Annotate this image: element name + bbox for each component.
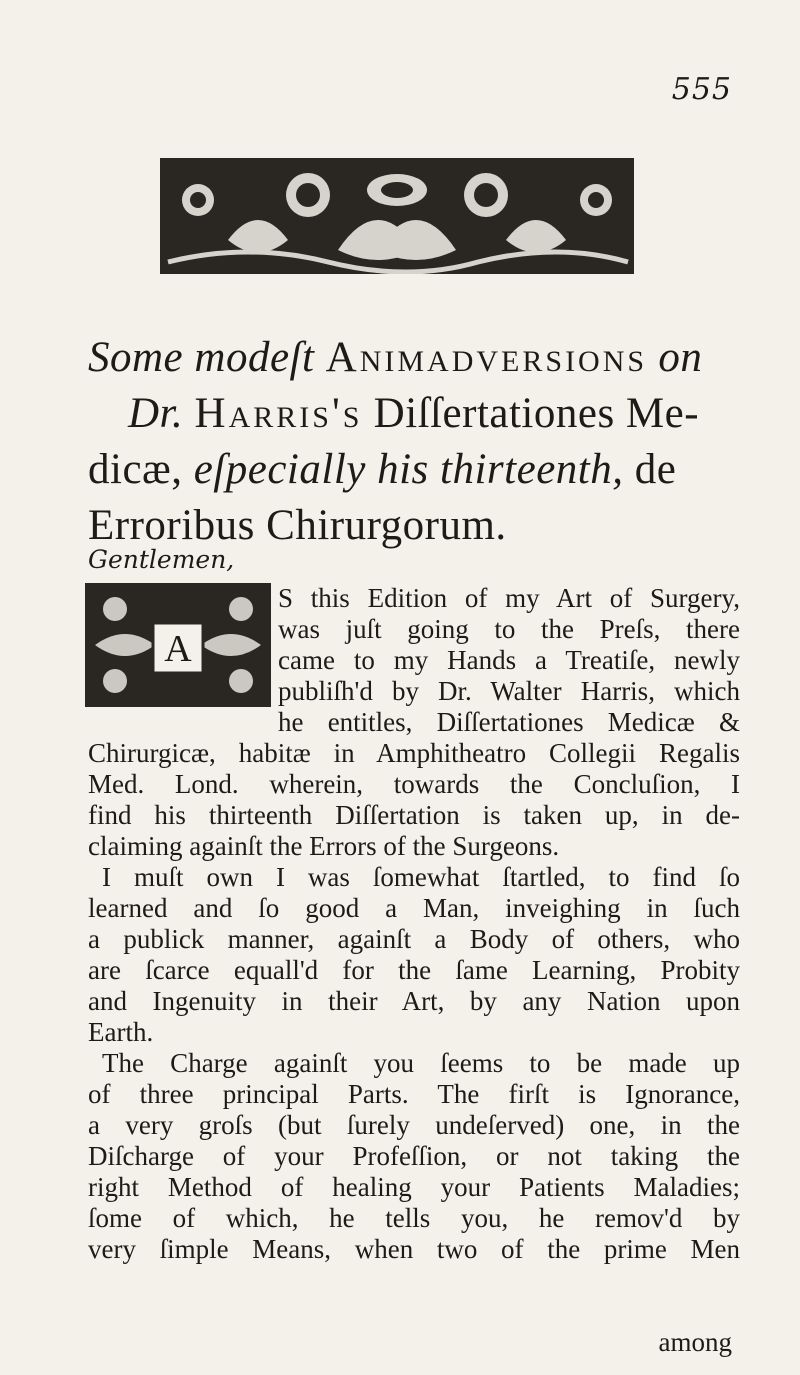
body-line: publiſh'd by Dr. Walter Harris, which (278, 676, 740, 706)
catchword: among (658, 1327, 732, 1357)
title-animadversions: Animadversions (325, 334, 648, 381)
body-line: a publick manner, againſt a Body of others, who (88, 924, 740, 954)
body-line: and Ingenuity in their Art, by any Nation upon (88, 986, 740, 1016)
title-line-4: Erroribus Chirurgorum. (88, 502, 507, 549)
body-line: I muſt own I was ſomewhat ſtartled, to find ſo (102, 862, 740, 892)
body-line: came to my Hands a Treatiſe, newly (278, 645, 740, 675)
title-especially: eſpecially his thirteenth, (193, 446, 624, 493)
body-line: ſome of which, he tells you, he remov'd by (88, 1203, 740, 1233)
title-line-3 (88, 442, 728, 498)
body-line: The Charge againſt you ſeems to be made up (102, 1048, 740, 1078)
body-text (88, 583, 740, 1265)
title-on: on (658, 334, 703, 381)
body-line: of three principal Parts. The firſt is Ignorance, (88, 1079, 740, 1109)
body-line: a very groſs (but ſurely undeſerved) one, in the (88, 1110, 740, 1140)
dropcap-letter: A (164, 628, 192, 670)
essay-title (88, 330, 728, 554)
body-line: find his thirteenth Diſſertation is taken up, in de- (88, 800, 740, 830)
body-line: was juſt going to the Preſs, there (278, 614, 740, 644)
body-line: Chirurgicæ, habitæ in Amphitheatro Collegii Regalis (88, 738, 740, 768)
page-number: 555 (671, 72, 732, 107)
body-line: Diſcharge of your Profeſſion, or not taking the (88, 1141, 740, 1171)
title-de: de (634, 446, 677, 493)
body-line: S this Edition of my Art of Surgery, (278, 583, 740, 613)
body-line: Earth. (88, 1017, 154, 1047)
title-line-1 (88, 330, 728, 386)
body-line: he entitles, Diſſertationes Medicæ & (278, 707, 740, 737)
title-dr: Dr. (128, 390, 184, 437)
salutation: Gentlemen, (88, 545, 235, 574)
body-line: are ſcarce equall'd for the ſame Learning, Probity (88, 955, 740, 985)
decorative-headpiece-ornament (158, 150, 636, 280)
body-line: very ſimple Means, when two of the prime Men (88, 1234, 740, 1264)
title-dicae: dicæ, (88, 446, 183, 493)
title-harris: Harris's (194, 390, 363, 437)
body-line: Med. Lond. wherein, towards the Concluſion, I (88, 769, 740, 799)
body-line: claiming againſt the Errors of the Surgeons. (88, 831, 560, 861)
title-dissertationes: Diſſertationes Me- (373, 390, 700, 437)
title-some-modest: Some modeſt (88, 334, 315, 381)
title-line-2 (88, 386, 728, 442)
body-line: right Method of healing your Patients Maladies; (88, 1172, 740, 1202)
body-line: learned and ſo good a Man, inveighing in ſuch (88, 893, 740, 923)
